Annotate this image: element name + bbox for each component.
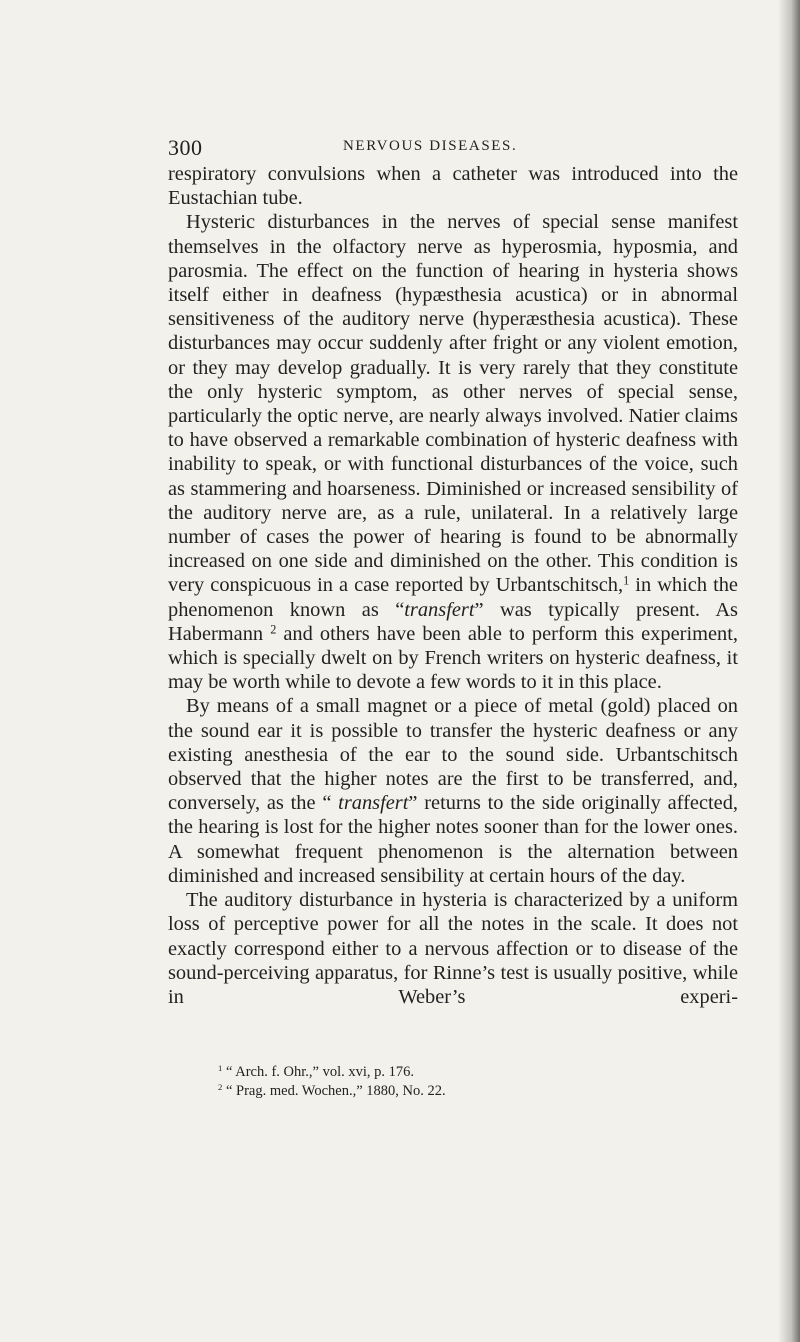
- italic-term: transfert: [404, 598, 475, 621]
- text-run: and others have been able to perform this experiment, which is specially dwelt on by French writers on hysteric deafness, it may be worth while to devote a few words to it in this place.: [168, 622, 738, 694]
- footnote-ref: 1: [623, 573, 630, 588]
- page-edge-shadow: [778, 0, 800, 1342]
- page-header: [168, 135, 738, 165]
- text-run: ” was typically present. As Habermann: [168, 598, 738, 645]
- footnote-mark: 2: [218, 1082, 223, 1093]
- paragraph: [168, 888, 738, 1009]
- page-number: 300: [168, 135, 203, 160]
- footnote-ref: 2: [270, 622, 277, 637]
- text-run: in which the phenomenon known as “: [168, 574, 738, 621]
- footnote-text: “ Prag. med. Wochen.,” 1880, No. 22.: [222, 1083, 446, 1099]
- footnote-text: “ Arch. f. Ohr.,” vol. xvi, p. 176.: [222, 1064, 415, 1080]
- paragraph: [168, 162, 738, 210]
- body-text: [168, 162, 738, 1009]
- text-run: The auditory disturbance in hysteria is characterized by a uniform loss of perceptive power for all the notes in the scale. It does not exactly correspond either to a nervous affection or to disease of the sound-perceiving apparatus, for Rinne’s test is usually positive, while in Weber’s experi-: [168, 889, 738, 1008]
- text-run: ” returns to the side originally affected, the hearing is lost for the higher notes sooner than for the lower ones. A somewhat frequent phenomenon is the alternation between diminished and increased sensibility at certain hours of the day.: [168, 792, 739, 887]
- paragraph: [168, 694, 738, 888]
- text-run: Hysteric disturbances in the nerves of special sense manifest themselves in the olfactory nerve as hyperosmia, hyposmia, and parosmia. The effect on the function of hearing in hysteria shows itself either in deafness (hypæsthesia acustica) or in abnormal sensitiveness of the auditory nerve (hyperæsthesia acustica). These disturbances may occur suddenly after fright or any violent emotion, or they may develop gradually. It is very rarely that they constitute the only hysteric symptom, as other nerves of special sense, particularly the optic nerve, are nearly always involved. Natier claims to have observed a remarkable combination of hysteric deafness with inability to speak, or with functional disturbances of the voice, such as stammering and hoarseness. Diminished or increased sensibility of the auditory nerve are, as a rule, unilateral. In a relatively large number of cases the power of hearing is found to be abnormally increased on one side and diminished on the other. This condition is very conspicuous in a case reported by Urbantschitsch,: [168, 211, 738, 597]
- running-head: NERVOUS DISEASES.: [343, 138, 518, 154]
- text-run: By means of a small magnet or a piece of metal (gold) placed on the sound ear it is possible to transfer the hysteric deafness or any existing anesthesia of the ear to the sound side. Urbantschitsch observed that the higher notes are the first to be transferred, and, conversely, as the “: [168, 695, 738, 815]
- footnotes: [218, 1063, 718, 1101]
- footnote: [218, 1082, 718, 1101]
- text-run: respiratory convulsions when a catheter was introduced into the Eustachian tube.: [168, 163, 738, 210]
- paragraph: [168, 210, 738, 694]
- footnote-mark: 1: [218, 1063, 223, 1074]
- italic-term: transfert: [338, 792, 409, 815]
- footnote: [218, 1063, 718, 1082]
